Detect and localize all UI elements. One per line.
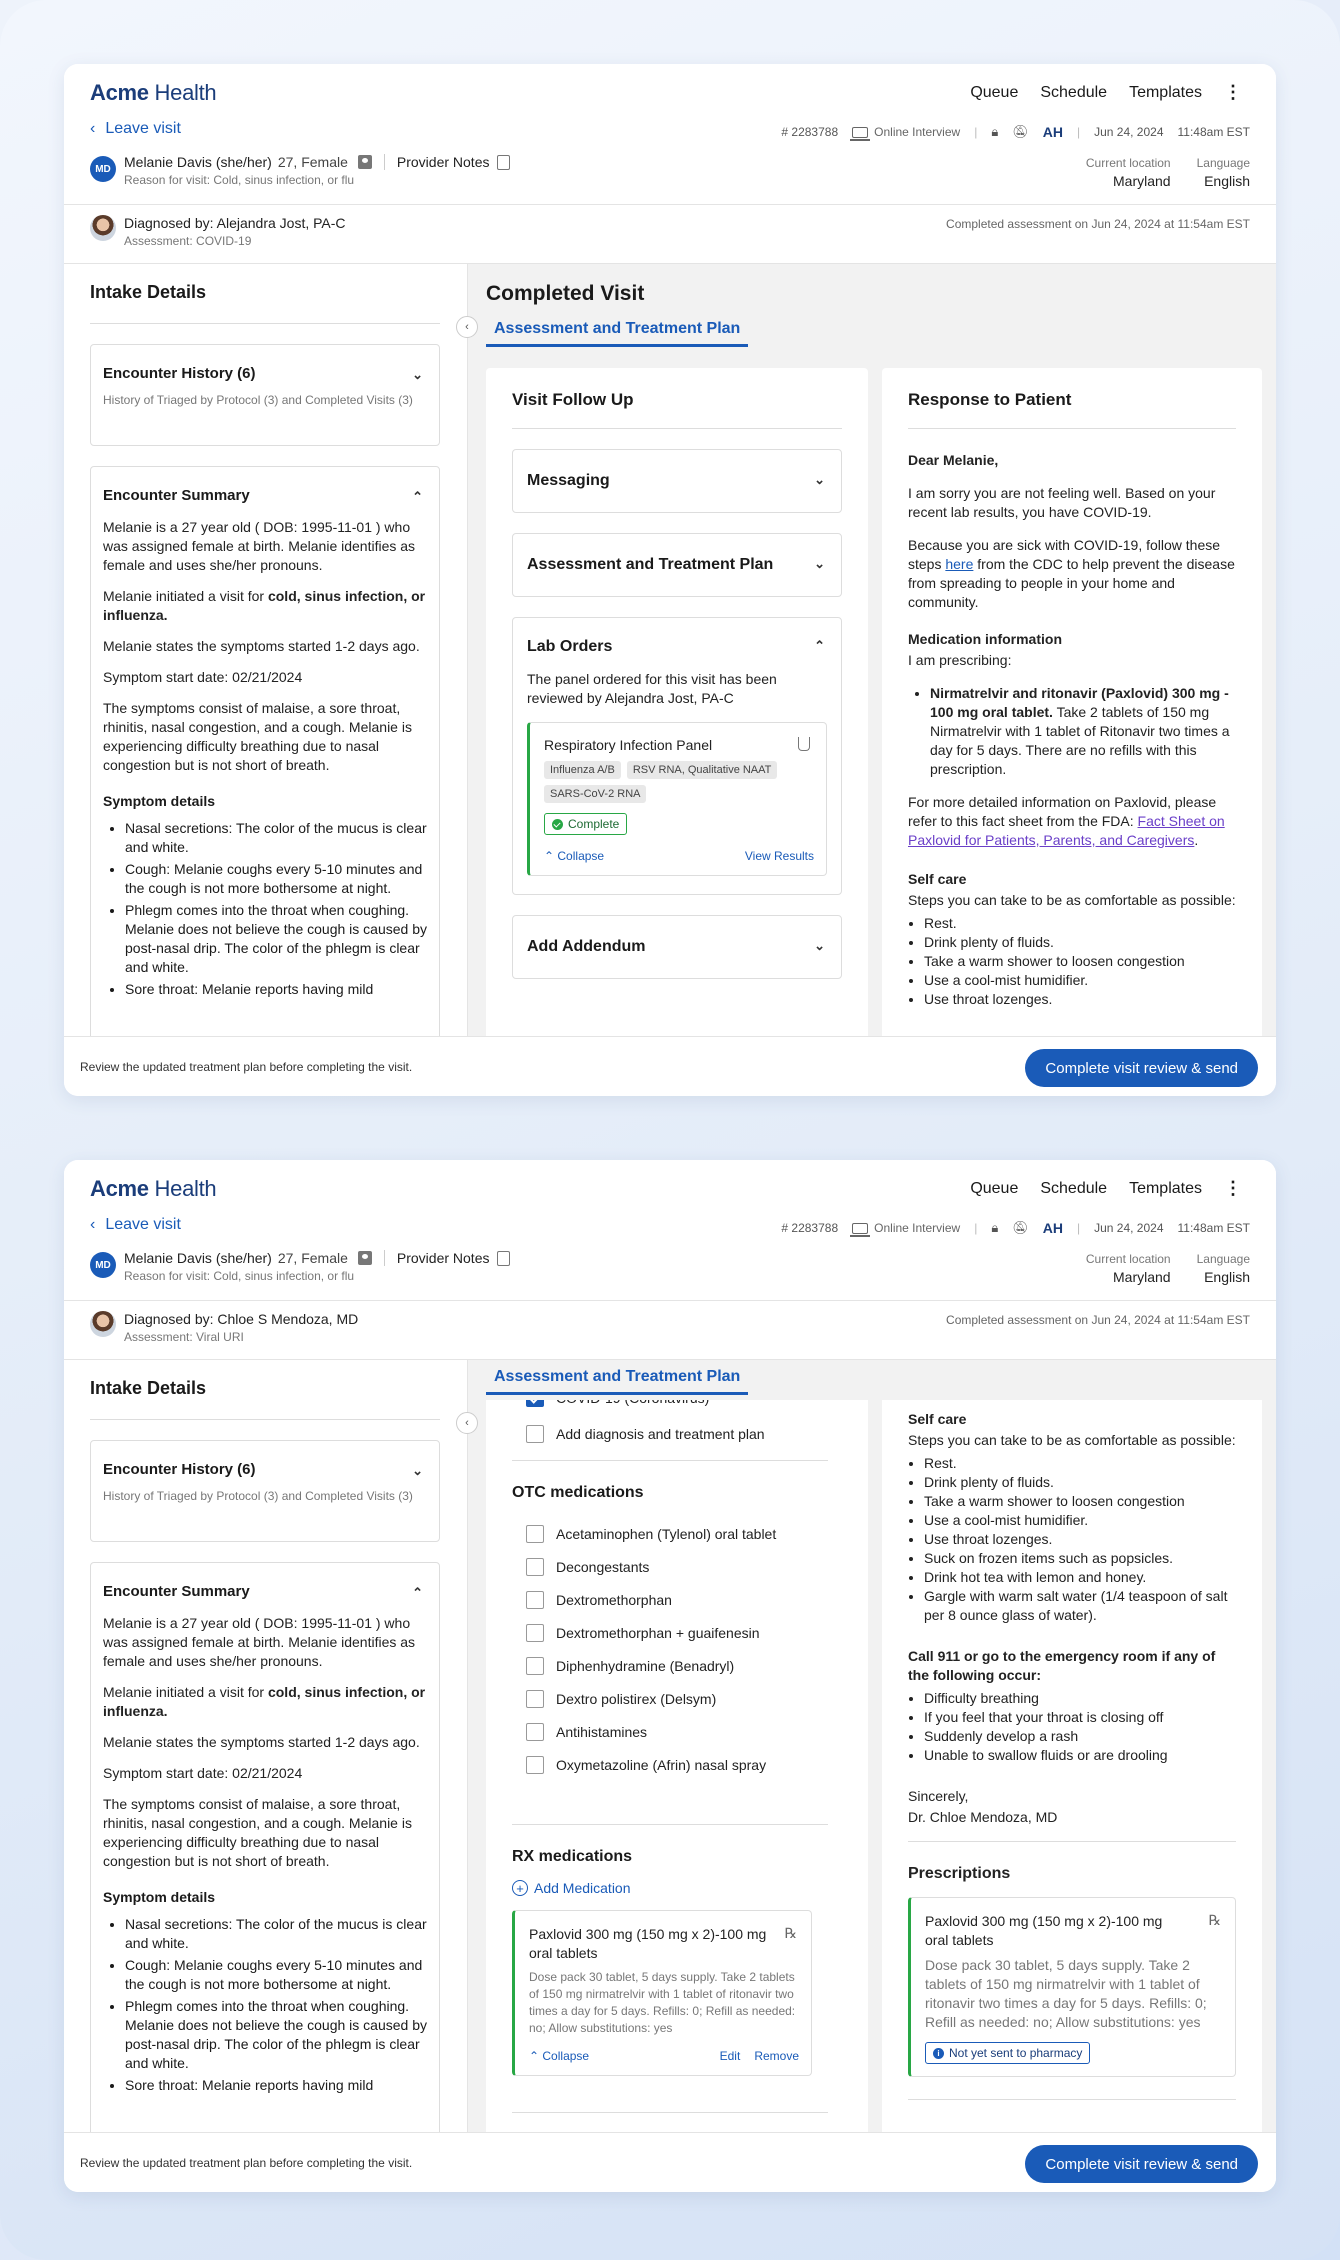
self-care-list [924, 914, 1236, 1009]
collapse-link[interactable] [544, 849, 604, 863]
emergency-list [924, 1689, 1236, 1765]
response-to-patient [882, 1400, 1262, 2132]
symptom-details-title: Symptom details [103, 793, 216, 809]
lab-tests [544, 761, 814, 803]
footer-message: Review the updated treatment plan before completing the visit. [80, 1060, 413, 1074]
list-item: • Use a cool-mist humidifier. [924, 1511, 1236, 1530]
leave-visit-link[interactable] [90, 120, 181, 138]
collapse-link[interactable] [529, 2049, 589, 2063]
provider-avatar [90, 1311, 116, 1337]
chevron-down-icon[interactable]: ⌄ [412, 1463, 423, 1478]
chevron-up-icon[interactable]: ⌃ [412, 1585, 423, 1600]
leave-visit-link[interactable] [90, 1216, 181, 1234]
visit-date: Jun 24, 2024 [1094, 125, 1164, 139]
checkbox[interactable] [526, 1558, 544, 1576]
chevron-left-icon: ‹ [465, 321, 469, 333]
diagnosis-option[interactable] [526, 1424, 846, 1444]
provider-notes-button[interactable] [384, 1250, 511, 1266]
visit-mode-label: Online Interview [874, 125, 961, 139]
notes-icon [497, 155, 510, 170]
messaging-label: Messaging [527, 472, 610, 489]
otc-label: Antihistamines [556, 1724, 648, 1740]
list-item: • Unable to swallow fluids or are drooling [924, 1746, 1236, 1765]
list-item: • Phlegm comes into the throat when coughing. Melanie does not believe the cough is caused by post-nasal drip. The color of the phlegm is clear and white. [125, 1997, 427, 2073]
response-text: Because you are sick with COVID-19, follow these steps [908, 537, 1221, 572]
lab-panel-name: Respiratory Infection Panel [544, 737, 713, 753]
plan-label: Assessment and Treatment Plan [527, 556, 774, 573]
divider [90, 1419, 440, 1420]
visit-follow-up-title: Visit Follow Up [512, 390, 634, 409]
summary-text: Melanie initiated a visit for [103, 588, 268, 604]
response-paragraph [908, 793, 1236, 850]
otc-label: Oxymetazoline (Afrin) nasal spray [556, 1757, 767, 1773]
divider [512, 2112, 828, 2113]
brand-name-rest: Health [148, 80, 217, 105]
monitor-icon [852, 1223, 868, 1234]
lab-orders [512, 617, 842, 895]
chevron-down-icon[interactable]: ⌄ [814, 472, 825, 487]
checkbox[interactable] [526, 1690, 544, 1708]
signature: Dr. Chloe Mendoza, MD [908, 1809, 1058, 1825]
tab-assessment-plan[interactable]: Assessment and Treatment Plan [486, 320, 748, 347]
list-item: • Drink plenty of fluids. [924, 933, 1236, 952]
collapse-label: Collapse [557, 849, 605, 863]
intake-title: Intake Details [90, 1378, 207, 1398]
response-text: . [1194, 832, 1199, 848]
divider: | [1076, 125, 1081, 139]
diagnosis-bar [64, 204, 1276, 264]
test-chip: RSV RNA, Qualitative NAAT [627, 761, 778, 779]
encounter-history-title: Encounter History (6) [103, 1461, 256, 1478]
response-title: Response to Patient [908, 390, 1072, 409]
bell-off-icon[interactable]: 🔕︎ [1012, 1220, 1029, 1235]
otc-label: Decongestants [556, 1559, 650, 1575]
patient-location [1086, 1252, 1250, 1285]
visit-follow-up [486, 368, 868, 1036]
completed-visit-title: Completed Visit [486, 282, 645, 305]
list-item: • Use throat lozenges. [924, 1530, 1236, 1549]
location-label: Current location [1085, 156, 1171, 170]
status-label: Complete [568, 817, 620, 831]
divider [908, 1841, 1236, 1842]
completed-on: Completed assessment on Jun 24, 2024 at 11:54am EST [946, 217, 1250, 231]
otc-label: Diphenhydramine (Benadryl) [556, 1658, 735, 1674]
visit-meta [781, 124, 1250, 140]
prescriptions-title: Prescriptions [908, 1865, 1011, 1882]
remove-button[interactable]: Remove [754, 2049, 799, 2063]
intake-panel [64, 264, 468, 1036]
otc-title: OTC medications [512, 1484, 644, 1501]
more-menu-icon[interactable]: ⋮ [1224, 82, 1242, 102]
encounter-summary-title: Encounter Summary [103, 1583, 250, 1600]
language-label: Language [1196, 156, 1250, 170]
self-care-intro: Steps you can take to be as comfortable as possible: [908, 1432, 1236, 1448]
top-nav [970, 82, 1242, 103]
list-item: • Difficulty breathing [924, 1689, 1236, 1708]
list-item: • Rest. [924, 1454, 1236, 1473]
collapse-label: Collapse [542, 2049, 590, 2063]
rx-description: Dose pack 30 tablet, 5 days supply. Take 2 tablets of 150 mg nirmatrelvir with 1 tablet of ritonavir two times a day for 5 days. Refills: 0; Refill as needed: no; Allow substitutions: yes [925, 1957, 1207, 2030]
plan-accordion[interactable] [512, 533, 842, 597]
list-item: • Drink hot tea with lemon and honey. [924, 1568, 1236, 1587]
encounter-summary [90, 466, 440, 1036]
response-text: from the CDC to help prevent the disease from spreading to people in your home and community. [908, 556, 1235, 610]
intake-panel [64, 1360, 468, 2132]
chevron-down-icon[interactable]: ⌄ [814, 938, 825, 953]
visit-mode [852, 125, 960, 139]
otc-option[interactable] [526, 1524, 842, 1544]
provider-notes-button[interactable] [384, 154, 511, 170]
divider: | [1076, 1221, 1081, 1235]
otc-label: Dextro polistirex (Delsym) [556, 1691, 717, 1707]
completed-visit-panel [468, 264, 1276, 1036]
lock-icon[interactable]: 🔒︎ [991, 124, 999, 139]
collapse-panel-button[interactable] [456, 316, 478, 338]
rx-icon: ℞ [1208, 1912, 1221, 1928]
list-item: • Cough: Melanie coughs every 5-10 minutes and the cough is not more bothersome at night. [125, 860, 427, 898]
checkbox[interactable] [526, 1591, 544, 1609]
chevron-left-icon: ‹ [465, 1417, 469, 1429]
patient-location [1086, 156, 1250, 189]
brand-logo[interactable] [90, 1176, 216, 1202]
emergency-title: Call 911 or go to the emergency room if any of the following occur: [908, 1648, 1216, 1683]
checkbox[interactable] [526, 1756, 544, 1774]
tab-assessment-plan[interactable]: Assessment and Treatment Plan [486, 1368, 748, 1395]
status-badge [925, 2042, 1090, 2064]
prescription-card [908, 1897, 1236, 2077]
header [64, 1160, 1276, 1360]
complete-visit-button[interactable]: Complete visit review & send [1025, 1049, 1258, 1087]
encounter-history-title: Encounter History (6) [103, 365, 256, 382]
footer-bar [64, 2132, 1276, 2192]
summary-paragraph [103, 587, 427, 625]
nav-queue[interactable]: Queue [970, 1179, 1019, 1197]
list-item: • Use a cool-mist humidifier. [924, 971, 1236, 990]
list-item: • Take a warm shower to loosen congestion [924, 952, 1236, 971]
list-item: • If you feel that your throat is closing off [924, 1708, 1236, 1727]
more-menu-icon[interactable]: ⋮ [1224, 1178, 1242, 1198]
lab-panel-card [527, 722, 827, 876]
chevron-left-icon: ‹ [90, 120, 96, 137]
response-paragraph [908, 536, 1236, 612]
greeting: Dear Melanie, [908, 452, 999, 468]
leave-visit-label: Leave visit [105, 1216, 181, 1233]
assignee-initials[interactable]: AH [1042, 1220, 1063, 1236]
medication-info-title: Medication information [908, 631, 1062, 647]
symptom-details-list [125, 819, 427, 999]
patient-avatar: MD [90, 156, 116, 182]
cdc-link[interactable]: here [945, 556, 974, 572]
patient-info [90, 154, 510, 187]
summary-paragraph: The symptoms consist of malaise, a sore throat, rhinitis, nasal congestion, and a cough. Melanie is experiencing difficulty breathing due to nasal congestion but is not short of breath. [103, 700, 412, 773]
rx-icon: ℞ [784, 1925, 797, 1941]
location-label: Current location [1085, 1252, 1171, 1266]
list-item: • Sore throat: Melanie reports having mild [125, 2076, 427, 2095]
nav-schedule[interactable]: Schedule [1040, 83, 1108, 101]
divider [512, 1824, 828, 1825]
self-care-title: Self care [908, 1411, 967, 1427]
brand-logo[interactable] [90, 80, 216, 106]
otc-option[interactable] [526, 1656, 842, 1676]
medication-intro: I am prescribing: [908, 652, 1012, 668]
list-item: • Nasal secretions: The color of the mucus is clear and white. [125, 819, 427, 857]
encounter-summary [90, 1562, 440, 2132]
otc-option[interactable] [526, 1590, 842, 1610]
symptom-details-list [125, 1915, 427, 2095]
encounter-history-sub: History of Triaged by Protocol (3) and Completed Visits (3) [103, 393, 413, 407]
list-item: • Nasal secretions: The color of the mucus is clear and white. [125, 1915, 427, 1953]
location-value: Maryland [1113, 173, 1171, 189]
list-item: • Gargle with warm salt water (1/4 teaspoon of salt per 8 ounce glass of water). [924, 1587, 1236, 1625]
summary-bold-text: cold, sinus infection, or influenza. [103, 588, 426, 623]
medication-instructions: Take 2 tablets of 150 mg Nirmatrelvir with 1 tablet of Ritonavir two times a day for 5 days. There are no refills with this prescription. [930, 704, 1230, 777]
language-label: Language [1196, 1252, 1250, 1266]
language-value: English [1204, 173, 1250, 189]
lab-orders-text: The panel ordered for this visit has been reviewed by Alejandra Jost, PA-C [527, 671, 777, 706]
list-item: • Cough: Melanie coughs every 5-10 minutes and the cough is not more bothersome at night. [125, 1956, 427, 1994]
lab-orders-title: Lab Orders [527, 638, 613, 655]
header [64, 64, 1276, 264]
diagnosed-by: Diagnosed by: Chloe S Mendoza, MD [124, 1311, 359, 1327]
self-care-title: Self care [908, 871, 967, 887]
summary-paragraph: Melanie states the symptoms started 1-2 days ago. [103, 638, 420, 654]
chevron-up-icon: ⌃ [529, 2049, 543, 2063]
language-value: English [1204, 1269, 1250, 1285]
medication-list [930, 684, 1236, 779]
nav-queue[interactable]: Queue [970, 83, 1019, 101]
status-label: Not yet sent to pharmacy [949, 2046, 1083, 2060]
location-value: Maryland [1113, 1269, 1171, 1285]
summary-paragraph: Melanie states the symptoms started 1-2 days ago. [103, 1734, 420, 1750]
divider [90, 323, 440, 324]
addendum-accordion[interactable] [512, 915, 842, 979]
rx-title: RX medications [512, 1848, 633, 1865]
edit-button[interactable]: Edit [719, 2049, 741, 2063]
otc-label: Acetaminophen (Tylenol) oral tablet [556, 1526, 777, 1542]
summary-paragraph: Melanie is a 27 year old ( DOB: 1995-11-01 ) who was assigned female at birth. Melanie identifies as female and uses she/her pronouns. [103, 1615, 416, 1669]
otc-label: Dextromethorphan [556, 1592, 672, 1608]
diagnosis-bar [64, 1300, 1276, 1360]
monitor-icon [852, 127, 868, 138]
app-window-1 [64, 64, 1276, 1096]
checkbox[interactable] [526, 1723, 544, 1741]
chevron-up-icon: ⌃ [544, 849, 558, 863]
assignee-initials[interactable]: AH [1042, 124, 1063, 140]
visit-time: 11:48am EST [1177, 125, 1250, 139]
flask-icon [798, 737, 810, 751]
list-item: • Suddenly develop a rash [924, 1727, 1236, 1746]
list-item: • Use throat lozenges. [924, 990, 1236, 1009]
status-badge [544, 813, 627, 835]
checkbox[interactable] [526, 1425, 544, 1443]
leave-visit-label: Leave visit [105, 120, 181, 137]
divider [512, 1460, 828, 1461]
provider-avatar [90, 215, 116, 241]
rx-card [512, 1910, 812, 2076]
encounter-summary-title: Encounter Summary [103, 487, 250, 504]
summary-paragraph: The symptoms consist of malaise, a sore throat, rhinitis, nasal congestion, and a cough. Melanie is experiencing difficulty breathing due to nasal congestion but is not short of breath. [103, 1796, 412, 1869]
list-item: • Suck on frozen items such as popsicles. [924, 1549, 1236, 1568]
self-care-intro: Steps you can take to be as comfortable as possible: [908, 892, 1236, 908]
provider-notes-label: Provider Notes [396, 154, 490, 170]
list-item: • Drink plenty of fluids. [924, 1473, 1236, 1492]
patient-age-sex: 27, Female [277, 154, 348, 170]
chevron-up-icon[interactable]: ⌃ [412, 489, 423, 504]
nav-schedule[interactable]: Schedule [1040, 1179, 1108, 1197]
patient-info [90, 1250, 510, 1283]
checkbox[interactable] [526, 1624, 544, 1642]
symptom-start-date: Symptom start date: 02/21/2024 [103, 669, 303, 685]
top-nav [970, 1178, 1242, 1199]
footer-bar [64, 1036, 1276, 1096]
divider [908, 2099, 1236, 2100]
brand-name-bold: Acme [90, 1176, 149, 1201]
brand-name-bold: Acme [90, 80, 149, 105]
visit-date: Jun 24, 2024 [1094, 1221, 1164, 1235]
divider [512, 428, 842, 429]
otc-option[interactable] [526, 1722, 842, 1742]
response-text: For more detailed information on Paxlovid, please refer to this fact sheet from the FDA: [908, 794, 1217, 829]
divider: | [974, 125, 978, 139]
rx-name: Paxlovid 300 mg (150 mg x 2)-100 mg oral tablets [925, 1913, 1163, 1948]
visit-meta [781, 1220, 1250, 1236]
nav-templates[interactable]: Templates [1129, 83, 1202, 101]
otc-option[interactable] [526, 1755, 842, 1775]
otc-label: Dextromethorphan + guaifenesin [556, 1625, 760, 1641]
symptom-details-title: Symptom details [103, 1889, 216, 1905]
chevron-up-icon[interactable]: ⌃ [814, 638, 825, 653]
fda-fact-sheet-link[interactable]: Fact Sheet on Paxlovid for Patients, Parents, and Caregivers [908, 813, 1225, 848]
otc-option[interactable] [526, 1557, 842, 1577]
messaging-accordion[interactable] [512, 449, 842, 513]
plus-icon: + [512, 1880, 528, 1896]
list-item: • Sore throat: Melanie reports having mild [125, 980, 427, 999]
otc-option[interactable] [526, 1689, 842, 1709]
visit-id: # 2283788 [781, 125, 839, 139]
visit-id: # 2283788 [781, 1221, 839, 1235]
medication-name: Nirmatrelvir and ritonavir (Paxlovid) 300 mg - 100 mg oral tablet. [930, 685, 1229, 720]
footer-message: Review the updated treatment plan before completing the visit. [80, 2156, 413, 2170]
summary-bold-text: cold, sinus infection, or influenza. [103, 1684, 426, 1719]
summary-paragraph [103, 1683, 427, 1721]
rx-section [512, 1848, 812, 2076]
visit-mode-label: Online Interview [874, 1221, 961, 1235]
completed-on: Completed assessment on Jun 24, 2024 at 11:54am EST [946, 1313, 1250, 1327]
lock-icon[interactable]: 🔒︎ [991, 1220, 999, 1235]
checkbox[interactable] [526, 1525, 544, 1543]
response-to-patient [882, 368, 1262, 1036]
add-medication-label: Add Medication [534, 1880, 631, 1896]
visit-time: 11:48am EST [1177, 1221, 1250, 1235]
list-item: • Rest. [924, 914, 1236, 933]
assessment-label: Assessment: COVID-19 [124, 234, 252, 248]
divider [908, 428, 1236, 429]
chevron-down-icon[interactable]: ⌄ [814, 556, 825, 571]
patient-name: Melanie Davis (she/her) [124, 1250, 272, 1266]
collapse-panel-button[interactable] [456, 1412, 478, 1434]
encounter-history-sub: History of Triaged by Protocol (3) and Completed Visits (3) [103, 1489, 413, 1503]
summary-text: Melanie initiated a visit for [103, 1684, 268, 1700]
patient-avatar: MD [90, 1252, 116, 1278]
symptom-start-date: Symptom start date: 02/21/2024 [103, 1765, 303, 1781]
response-paragraph: I am sorry you are not feeling well. Based on your recent lab results, you have COVID-19. [908, 485, 1216, 520]
patient-age-sex: 27, Female [277, 1250, 348, 1266]
nav-templates[interactable]: Templates [1129, 1179, 1202, 1197]
brand-name-rest: Health [148, 1176, 217, 1201]
list-item: • Take a warm shower to loosen congestion [924, 1492, 1236, 1511]
otc-option[interactable] [526, 1623, 842, 1643]
list-item [930, 684, 1236, 779]
provider-notes-label: Provider Notes [396, 1250, 490, 1266]
id-card-icon[interactable] [358, 1251, 372, 1265]
app-window-2 [64, 1160, 1276, 2192]
notes-icon [497, 1251, 510, 1266]
check-circle-icon [552, 819, 563, 830]
encounter-history[interactable] [90, 1440, 440, 1542]
chevron-left-icon: ‹ [90, 1216, 96, 1233]
assessment-label: Assessment: Viral URI [124, 1330, 244, 1344]
id-card-icon[interactable] [358, 155, 372, 169]
diagnosed-by: Diagnosed by: Alejandra Jost, PA-C [124, 215, 346, 231]
list-item: • Phlegm comes into the throat when coughing. Melanie does not believe the cough is caused by post-nasal drip. The color of the phlegm is clear and white. [125, 901, 427, 977]
diagnosis-label: Add diagnosis and treatment plan [556, 1426, 765, 1442]
addendum-label: Add Addendum [527, 938, 646, 955]
info-icon: i [933, 2048, 944, 2059]
visit-reason: Reason for visit: Cold, sinus infection, or flu [124, 1269, 355, 1283]
treatment-plan-editor [486, 1360, 868, 2132]
bell-off-icon[interactable]: 🔕︎ [1012, 124, 1029, 139]
rx-description: Dose pack 30 tablet, 5 days supply. Take 2 tablets of 150 mg nirmatrelvir with 1 tablet of ritonavir two times a day for 5 days. Refills: 0; Refill as needed: no; Allow substitutions: yes [529, 1970, 796, 2035]
self-care-list [924, 1454, 1236, 1625]
completed-visit-panel [468, 1360, 1276, 2132]
checkbox[interactable] [526, 1657, 544, 1675]
test-chip: SARS-CoV-2 RNA [544, 785, 646, 803]
visit-reason: Reason for visit: Cold, sinus infection, or flu [124, 173, 355, 187]
closing: Sincerely, [908, 1788, 969, 1804]
view-results-link[interactable]: View Results [744, 849, 814, 863]
test-chip: Influenza A/B [544, 761, 621, 779]
chevron-down-icon[interactable]: ⌄ [412, 367, 423, 382]
visit-mode [852, 1221, 960, 1235]
summary-paragraph: Melanie is a 27 year old ( DOB: 1995-11-01 ) who was assigned female at birth. Melanie identifies as female and uses she/her pronouns. [103, 519, 416, 573]
complete-visit-button[interactable]: Complete visit review & send [1025, 2145, 1258, 2183]
intake-title: Intake Details [90, 282, 207, 302]
patient-name: Melanie Davis (she/her) [124, 154, 272, 170]
divider: | [974, 1221, 978, 1235]
encounter-history[interactable] [90, 344, 440, 446]
rx-name: Paxlovid 300 mg (150 mg x 2)-100 mg oral tablets [529, 1926, 767, 1961]
otc-section [512, 1484, 842, 1788]
add-medication-button[interactable] [512, 1880, 812, 1896]
